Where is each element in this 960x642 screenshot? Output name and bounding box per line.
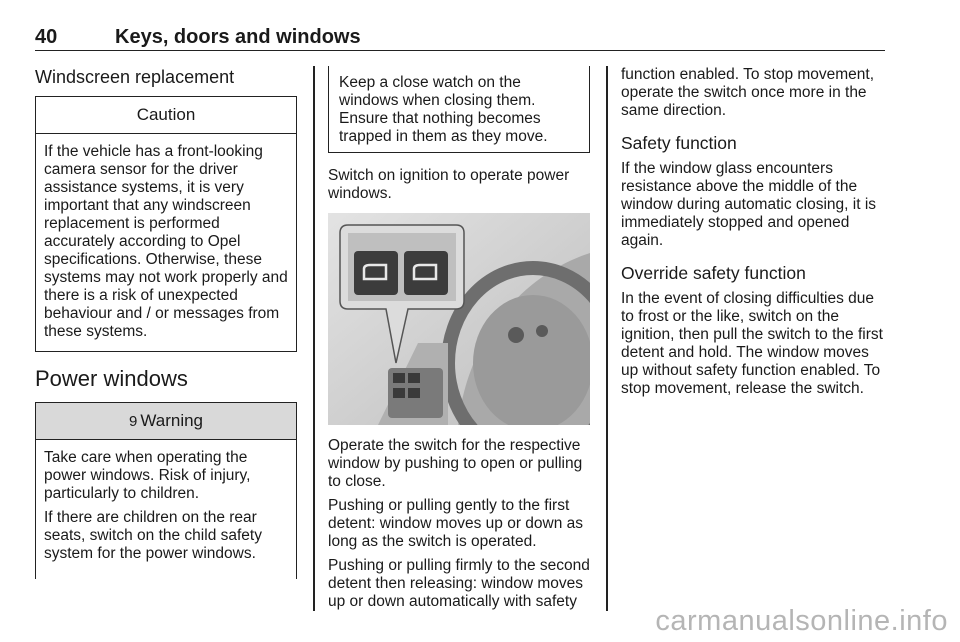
column-3 [621,66,885,404]
warning-header [36,403,297,440]
override-safety-heading: Override safety function [621,263,806,283]
page-number: 40 [35,26,58,48]
override-safety-text: In the event of closing difficulties due to frost or the like, switch on the ignition, then pull the switch to the first detent and hold. The window moves up without safety function enabled. To stop movement, release the switch. [621,290,883,397]
column-divider-1 [313,66,315,611]
column-2 [328,66,590,617]
caution-box [35,96,297,352]
function-enabled-text: function enabled. To stop movement, operate the switch once more in the same direction. [621,66,875,119]
column-divider-2 [606,66,608,611]
chapter-title: Keys, doors and windows [115,26,361,48]
window-switch-photo [328,213,590,425]
watermark: carmanualsonline.info [655,605,948,637]
warning-paragraph-2: If there are children on the rear seats, switch on the child safety system for the power windows. [44,509,262,562]
windscreen-replacement-heading: Windscreen replacement [35,67,235,87]
safety-function-heading: Safety function [621,133,737,153]
caution-label: Caution [36,97,296,134]
column-1 [35,66,297,585]
warning-paragraph-1: Take care when operating the power windows. Risk of injury, particularly to children. [44,449,251,502]
warning-symbol: 9 [128,413,138,430]
warning-box [35,402,297,579]
warning-continuation-box [328,66,590,153]
power-windows-heading: Power windows [35,366,188,391]
caution-text: If the vehicle has a front-looking camera sensor for the driver assistance systems, it is very important that any windscreen replacement is performed accurately according to Opel specifications. Otherwise, these systems may not work properly and there is a risk of unexpected behaviour and / or messages from these systems. [44,143,288,340]
second-detent-text: Pushing or pulling firmly to the second detent then releasing: window moves up or down automatically with safety [328,557,590,610]
operate-switch-text: Operate the switch for the respective window by pushing to open or pulling to close. [328,437,583,490]
ignition-text: Switch on ignition to operate power windows. [328,167,570,202]
warning-label: Warning [140,411,203,430]
warning-continuation-text: Keep a close watch on the windows when closing them. Ensure that nothing becomes trapped in them as they move. [339,74,548,145]
first-detent-text: Pushing or pulling gently to the first detent: window moves up or down as long as the switch is operated. [328,497,584,550]
safety-function-text: If the window glass encounters resistance above the middle of the window during automatic closing, it is immediately stopped and opened again. [621,160,877,249]
page-header [35,26,885,51]
